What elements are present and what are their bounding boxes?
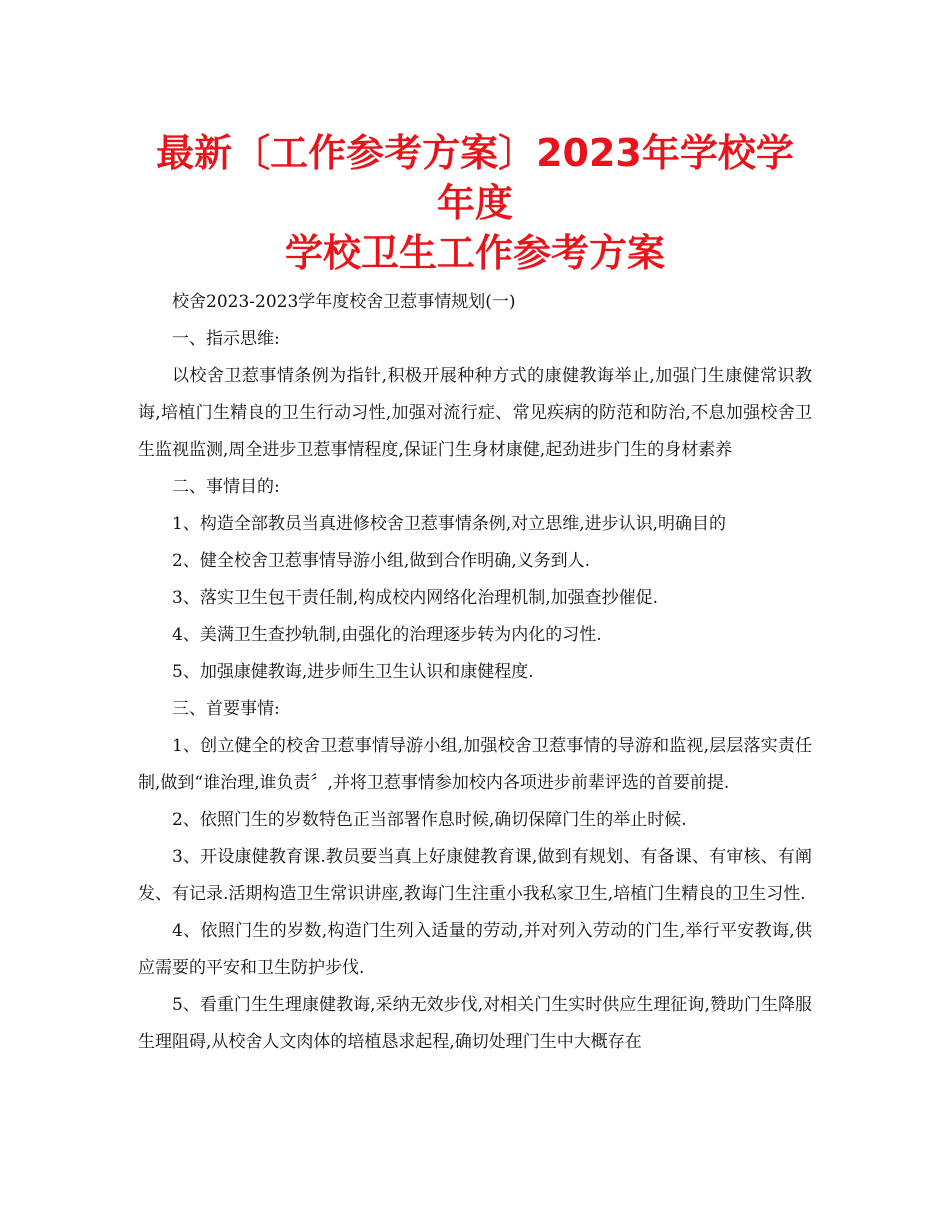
list-item: 5、看重门生生理康健教诲,采纳无效步伐,对相关门生实时供应生理征询,赞助门生降服生理阻碍,从校舍人文肉体的培植恳求起程,确切处理门生中大概存在: [138, 995, 812, 1052]
list-item: 2、健全校舍卫惹事情导游小组,做到合作明确,义务到人.: [172, 551, 591, 571]
list-item: 1、构造全部教员当真进修校舍卫惹事情条例,对立思维,进步认识,明确目的: [172, 514, 727, 534]
document-title: [138, 128, 812, 278]
section-heading-3: 三、首要事情:: [172, 699, 280, 719]
list-item: 3、开设康健教育课.教员要当真上好康健教育课,做到有规划、有备课、有审核、有阐发、有记录.活期构造卫生常识讲座,教诲门生注重小我私家卫生,培植门生精良的卫生习性.: [138, 847, 812, 904]
title-line-2: 学校卫生工作参考方案: [284, 231, 665, 275]
document-body: [138, 284, 812, 1061]
list-item: 2、依照门生的岁数特色正当部署作息时候,确切保障门生的举止时候.: [172, 810, 687, 830]
title-line-1: 最新〔工作参考方案〕2023年学校学年度: [156, 131, 794, 225]
list-item: 4、美满卫生查抄轨制,由强化的治理逐步转为内化的习性.: [172, 625, 602, 645]
section-heading-1: 一、指示思维:: [172, 329, 280, 349]
section-heading-2: 二、事情目的:: [172, 477, 280, 497]
list-item: 1、创立健全的校舍卫惹事情导游小组,加强校舍卫惹事情的导游和监视,层层落实责任制,做到“谁治理,谁负责〞,并将卫惹事情参加校内各项进步前辈评选的首要前提.: [138, 736, 812, 793]
paragraph: 以校舍卫惹事情条例为指针,积极开展种种方式的康健教诲举止,加强门生康健常识教诲,培植门生精良的卫生行动习性,加强对流行症、常见疾病的防范和防治,不息加强校舍卫生监视监测,周全进步卫惹事情程度,保证门生身材康健,起劲进步门生的身材素养: [138, 366, 812, 460]
paragraph-subtitle: 校舍2023-2023学年度校舍卫惹事情规划(一): [172, 292, 516, 312]
list-item: 4、依照门生的岁数,构造门生列入适量的劳动,并对列入劳动的门生,举行平安教诲,供应需要的平安和卫生防护步伐.: [138, 921, 812, 978]
list-item: 5、加强康健教诲,进步师生卫生认识和康健程度.: [172, 662, 534, 682]
list-item: 3、落实卫生包干责任制,构成校内网络化治理机制,加强查抄催促.: [172, 588, 659, 608]
